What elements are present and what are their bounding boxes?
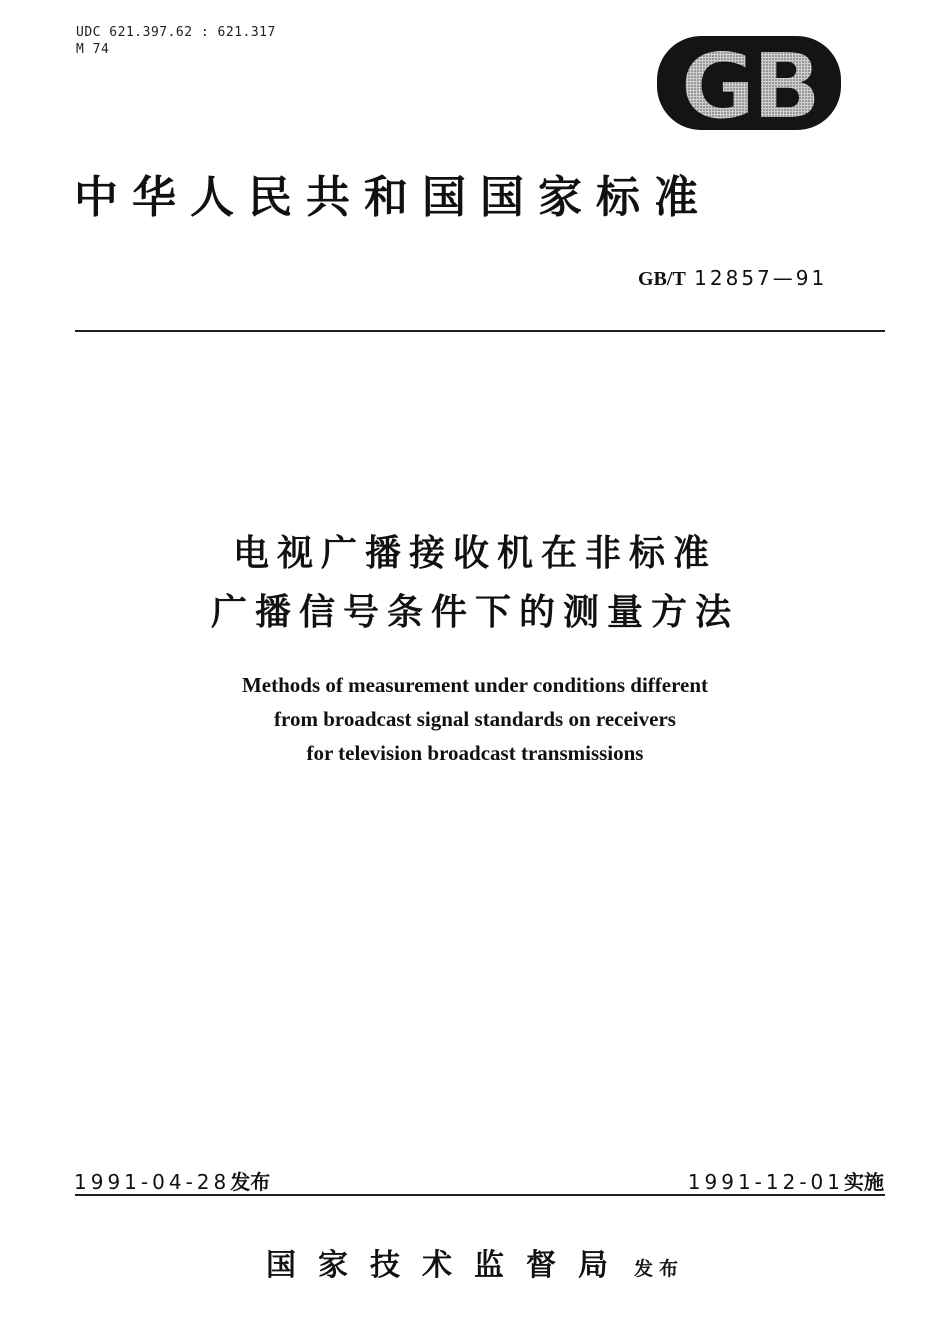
publisher-action: 发布 [633,1258,684,1280]
title-en-line2: from broadcast signal standards on receivers [274,707,676,731]
title-en-line1: Methods of measurement under conditions different [241,673,709,697]
standard-prefix: GB/T [638,268,686,290]
bottom-divider [75,1194,885,1196]
title-en-line3: for television broadcast transmissions [306,741,644,765]
publisher [0,1240,950,1284]
udc-block [76,24,276,58]
title-cn-line2: 广播信号条件下的测量方法 [210,592,739,633]
udc-code: UDC 621.397.62 : 621.317 [76,25,276,40]
implement-date [688,1166,884,1195]
issue-date-value: 1991-04-28 [74,1170,231,1194]
gb-logo-text: GB [680,34,818,132]
title-cn-line1: 电视广播接收机在非标准 [232,533,717,574]
standard-code: 12857—91 [694,266,828,290]
implement-date-value: 1991-12-01 [687,1170,844,1194]
national-standard-heading: 中华人民共和国国家标准 [74,172,712,223]
issue-date [74,1166,270,1195]
publisher-name: 国家技术监督局 [265,1248,630,1283]
top-divider [75,330,885,332]
issue-date-label: 发布 [230,1170,271,1194]
implement-date-label: 实施 [844,1170,884,1194]
gb-logo [655,34,843,132]
category-code: M 74 [76,42,110,57]
standard-number [638,266,827,291]
